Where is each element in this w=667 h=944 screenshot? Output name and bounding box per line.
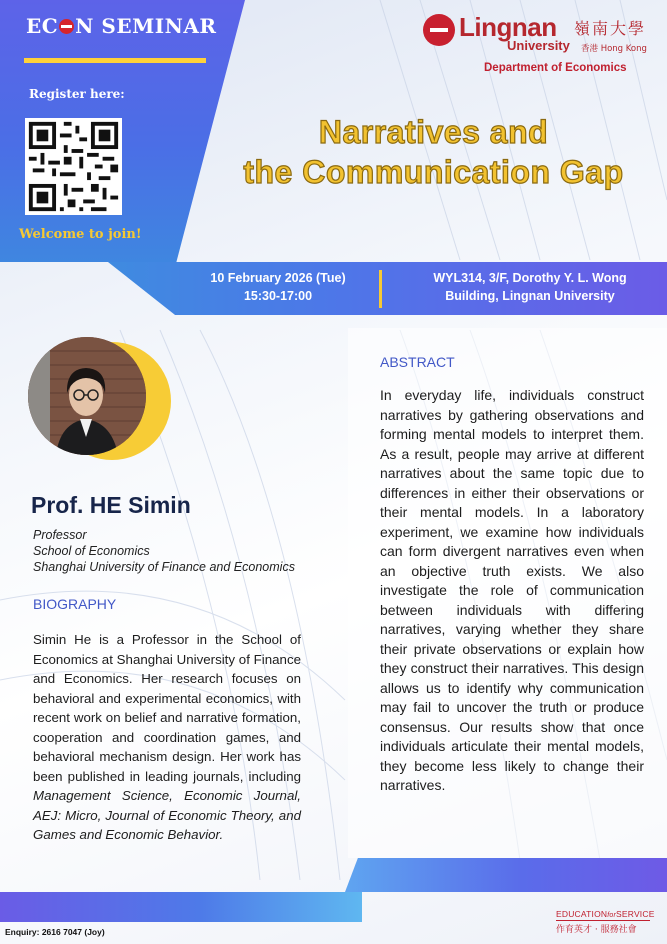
event-datetime	[196, 269, 360, 305]
brand-underline	[24, 58, 206, 63]
register-label: Register here:	[29, 87, 125, 101]
education-for-service-logo: EDUCATIONforSERVICE	[556, 909, 655, 919]
speaker-name: Prof. HE Simin	[31, 492, 191, 518]
event-venue: WYL314, 3/F, Dorothy Y. L. Wong Building, Lingnan University	[433, 271, 627, 303]
bottom-left-stripe	[0, 892, 362, 922]
lingnan-emblem-icon	[423, 14, 455, 46]
registration-qr-code[interactable]	[25, 118, 122, 215]
seminar-title: Narratives and the Communication Gap	[243, 114, 624, 190]
speaker-portrait-icon	[28, 337, 146, 455]
biography-journals: Management Science, Economic Journal, AEJ: Micro, Journal of Economic Theory, and Games and Economic Behavior.	[33, 788, 301, 842]
education-for-service-motto: 作育英才 · 服務社會	[556, 925, 637, 935]
econ-seminar-logo: EC N SEMINAR	[26, 14, 217, 38]
speaker-photo	[28, 337, 146, 455]
qr-code-icon	[25, 118, 122, 215]
econ-o-icon	[59, 19, 74, 34]
event-date: 10 February 2026 (Tue)	[210, 271, 346, 285]
event-time: 15:30-17:00	[243, 289, 313, 303]
speaker-position: Professor	[33, 528, 87, 542]
speaker-affiliation	[33, 527, 295, 575]
speaker-school: School of Economics	[33, 544, 150, 558]
lingnan-university-logo: Lingnan 嶺南大學 University 香港 Hong Kong	[423, 12, 653, 62]
abstract-heading: ABSTRACT	[380, 354, 455, 370]
speaker-university: Shanghai University of Finance and Economics	[33, 560, 295, 574]
enquiry-contact: Enquiry: 2616 7047 (Joy)	[5, 927, 105, 937]
welcome-label: Welcome to join!	[19, 227, 142, 242]
biography-heading: BIOGRAPHY	[33, 596, 117, 612]
band-divider	[379, 270, 382, 308]
abstract-text: In everyday life, individuals construct narratives by gathering observations and forming mental models to interpret them. As a result, people may arrive at different narratives about the same topic due to differences in either their observations or their mental models. In a laboratory experiment, we examine how individuals can form divergent narratives even when an objective truth exists. We also investigate the role of communication between individuals with differing narratives, varying whether they share their private observations or explain how they construct their narratives. This design allows us to identify why communication may fail to uncover the truth or produce consensus. Our results show that once individuals articulate their mental models, they become less likely to change their narratives.	[380, 387, 644, 793]
bottom-right-stripe	[345, 858, 667, 892]
department-name: Department of Economics	[484, 62, 627, 74]
biography-text: Simin He is a Professor in the School of Economics at Shanghai University of Finance and Economics. Her research focuses on behavioral and experimental economics, with recent work on belief and narrative formation, cooperation and coordination games, and behavioral mechanism design. Her work has been published in leading journals, including Management Science, Economic Journal, AEJ: Micro, Journal of Economic Theory, and Games and Economic Behavior.	[33, 632, 301, 842]
